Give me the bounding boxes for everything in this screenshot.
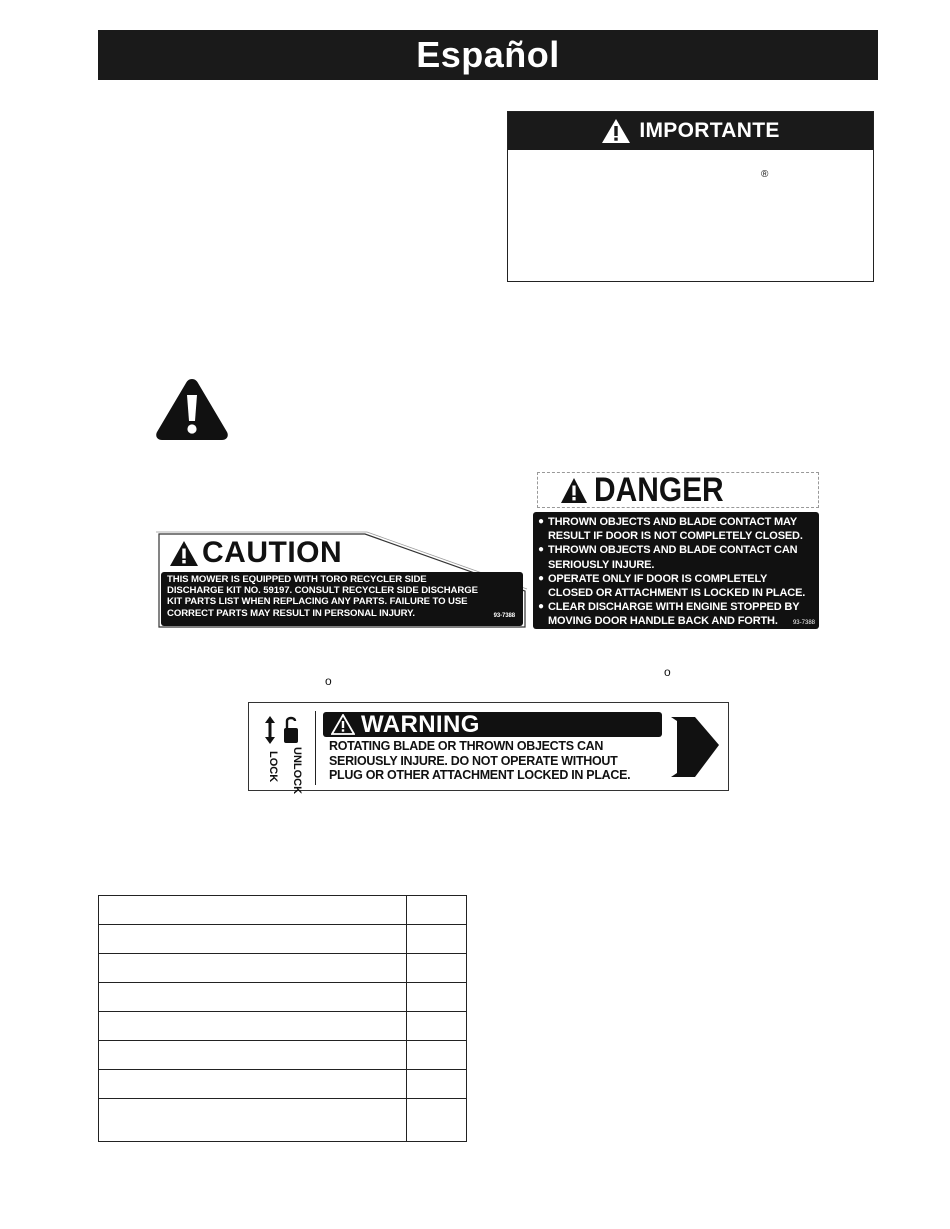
danger-decal-code: 93-7388 — [792, 620, 815, 626]
table-row — [99, 1012, 467, 1041]
table-cell — [407, 896, 467, 925]
caution-line: DISCHARGE KIT NO. 59197. CONSULT RECYCLER SIDE DISCHARGE — [167, 585, 478, 597]
important-title: IMPORTANTE — [639, 119, 780, 142]
caution-decal-code: 93-7388 — [493, 612, 515, 619]
table-cell — [99, 896, 407, 925]
table-cell — [407, 1012, 467, 1041]
unlock-label: UNLOCK — [291, 747, 303, 795]
table-row — [99, 896, 467, 925]
warning-decal — [248, 702, 729, 795]
important-notice-box — [507, 111, 874, 282]
lock-unlock-indicator — [257, 713, 303, 795]
table-cell — [99, 954, 407, 983]
table-cell — [407, 983, 467, 1012]
danger-line: SERIOUSLY INJURE. — [548, 558, 655, 571]
bullet-icon: ● — [538, 601, 544, 613]
arrow-right-icon — [667, 713, 722, 781]
degree-mark-left: o — [325, 674, 332, 688]
caution-line: CORRECT PARTS MAY RESULT IN PERSONAL INJURY. — [167, 607, 415, 619]
bullet-icon: ● — [538, 516, 544, 527]
danger-line: CLEAR DISCHARGE WITH ENGINE STOPPED BY — [548, 601, 800, 614]
warning-triangle-icon — [169, 540, 199, 567]
warning-triangle-icon — [331, 714, 355, 735]
padlock-open-icon — [283, 715, 299, 745]
table-cell — [407, 1070, 467, 1099]
warning-line: ROTATING BLADE OR THROWN OBJECTS CAN — [329, 738, 604, 753]
lock-label: LOCK — [267, 751, 279, 783]
table-cell — [407, 1099, 467, 1142]
caution-text-panel — [161, 572, 523, 626]
bullet-icon: ● — [538, 572, 544, 584]
warning-heading — [323, 712, 662, 737]
caution-heading — [169, 535, 342, 571]
arrow-double-icon — [263, 715, 277, 745]
caution-line: KIT PARTS LIST WHEN REPLACING ANY PARTS. FAILURE TO USE — [167, 596, 468, 608]
warning-triangle-icon — [560, 477, 588, 504]
table-row — [99, 925, 467, 954]
caution-line: THIS MOWER IS EQUIPPED WITH TORO RECYCLER SIDE — [167, 574, 427, 585]
registered-mark: ® — [761, 169, 769, 180]
danger-item — [538, 515, 815, 543]
danger-item — [538, 572, 815, 600]
danger-line: THROWN OBJECTS AND BLADE CONTACT CAN — [548, 544, 798, 557]
table-cell — [99, 925, 407, 954]
table-cell — [99, 1099, 407, 1142]
danger-text-panel — [533, 512, 819, 629]
table-row — [99, 1099, 467, 1142]
warning-title: WARNING — [361, 710, 480, 738]
table-row — [99, 1070, 467, 1099]
caution-decal — [155, 531, 528, 630]
warning-line: PLUG OR OTHER ATTACHMENT LOCKED IN PLACE. — [329, 767, 631, 782]
table-cell — [99, 983, 407, 1012]
table-cell — [99, 1070, 407, 1099]
warning-triangle-icon — [601, 118, 631, 144]
bullet-icon: ● — [538, 544, 544, 556]
danger-line: MOVING DOOR HANDLE BACK AND FORTH. — [548, 615, 778, 628]
warning-line: SERIOUSLY INJURE. DO NOT OPERATE WITHOUT — [329, 752, 618, 768]
caution-title: CAUTION — [202, 536, 343, 569]
danger-line: OPERATE ONLY IF DOOR IS COMPLETELY — [548, 572, 768, 585]
section-header — [98, 30, 878, 80]
danger-item — [538, 600, 815, 628]
header-title: Español — [416, 34, 560, 75]
table-cell — [407, 954, 467, 983]
table-cell — [99, 1012, 407, 1041]
table-cell — [99, 1041, 407, 1070]
danger-line: RESULT IF DOOR IS NOT COMPLETELY CLOSED. — [548, 530, 803, 543]
danger-title: DANGER — [594, 470, 724, 509]
table-cell — [407, 1041, 467, 1070]
warning-text — [329, 739, 655, 783]
safety-alert-icon — [154, 376, 230, 442]
table-row — [99, 954, 467, 983]
warning-divider — [315, 711, 316, 785]
table-row — [99, 1041, 467, 1070]
degree-mark-right: o — [664, 665, 671, 679]
danger-line: THROWN OBJECTS AND BLADE CONTACT MAY — [548, 516, 798, 528]
danger-line: CLOSED OR ATTACHMENT IS LOCKED IN PLACE. — [548, 587, 806, 600]
danger-item — [538, 543, 815, 571]
danger-heading — [537, 472, 819, 508]
important-header — [508, 112, 873, 150]
table-cell — [407, 925, 467, 954]
table-row — [99, 983, 467, 1012]
parts-table — [98, 895, 467, 1142]
